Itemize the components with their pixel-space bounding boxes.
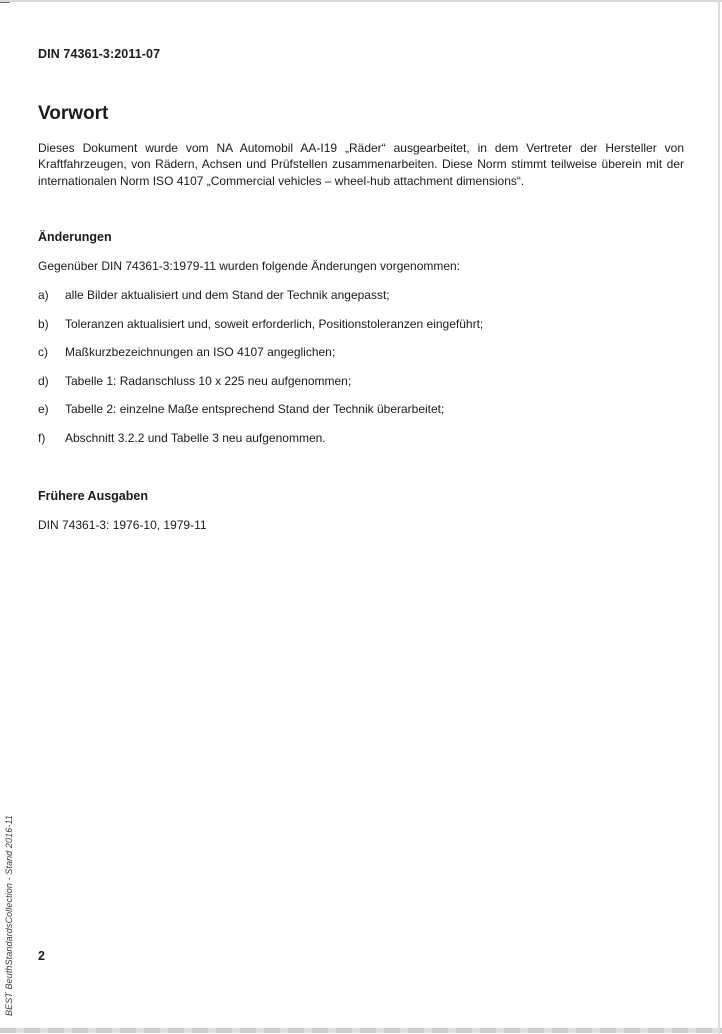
list-item-text: Tabelle 1: Radanschluss 10 x 225 neu aufgenommen;	[65, 373, 352, 388]
list-item	[38, 431, 684, 445]
page-edge-top-notch	[0, 0, 10, 3]
list-item	[38, 402, 684, 416]
previous-editions-heading: Frühere Ausgaben	[38, 488, 148, 503]
list-item	[38, 374, 684, 388]
list-item-text: Tabelle 2: einzelne Maße entsprechend Stand der Technik überarbeitet;	[65, 402, 445, 417]
foreword-title: Vorwort	[38, 103, 109, 124]
previous-editions-text: DIN 74361-3: 1976-10, 1979-11	[38, 517, 207, 532]
collection-watermark: BEST BeuthStandardsCollection - Stand 2016-11	[4, 815, 14, 1016]
list-item-label: e)	[38, 402, 49, 417]
page-bottom-edge	[0, 1028, 722, 1033]
list-item-label: a)	[38, 288, 49, 303]
page-number: 2	[38, 949, 45, 963]
changes-list	[38, 288, 684, 445]
foreword-paragraph: Dieses Dokument wurde vom NA Automobil AA-I19 „Räder“ ausgearbeitet, in dem Vertreter der Hersteller von Kraftfahrzeugen, von Rädern, Achsen und Prüfstellen zusammenarbeiten. Diese Norm stimmt teilweise überein mit der internationalen Norm ISO 4107 „Commercial vehicles – wheel-hub attachment dimensions“.	[38, 141, 684, 188]
document-number-header: DIN 74361-3:2011-07	[38, 47, 161, 61]
list-item	[38, 345, 684, 359]
changes-intro: Gegenüber DIN 74361-3:1979-11 wurden folgende Änderungen vorgenommen:	[38, 259, 461, 274]
list-item	[38, 317, 684, 331]
list-item-label: d)	[38, 373, 49, 388]
list-item	[38, 288, 684, 302]
changes-heading: Änderungen	[38, 230, 112, 245]
list-item-label: f)	[38, 430, 46, 445]
list-item-label: b)	[38, 316, 49, 331]
list-item-text: Abschnitt 3.2.2 und Tabelle 3 neu aufgenommen.	[65, 430, 326, 445]
list-item-label: c)	[38, 345, 48, 360]
list-item-text: Maßkurzbezeichnungen an ISO 4107 angeglichen;	[65, 345, 336, 360]
list-item-text: Toleranzen aktualisiert und, soweit erforderlich, Positionstoleranzen eingeführt;	[65, 316, 484, 331]
list-item-text: alle Bilder aktualisiert und dem Stand der Technik angepasst;	[65, 288, 390, 303]
page-edge-right	[718, 2, 720, 1034]
page-content	[0, 2, 722, 533]
